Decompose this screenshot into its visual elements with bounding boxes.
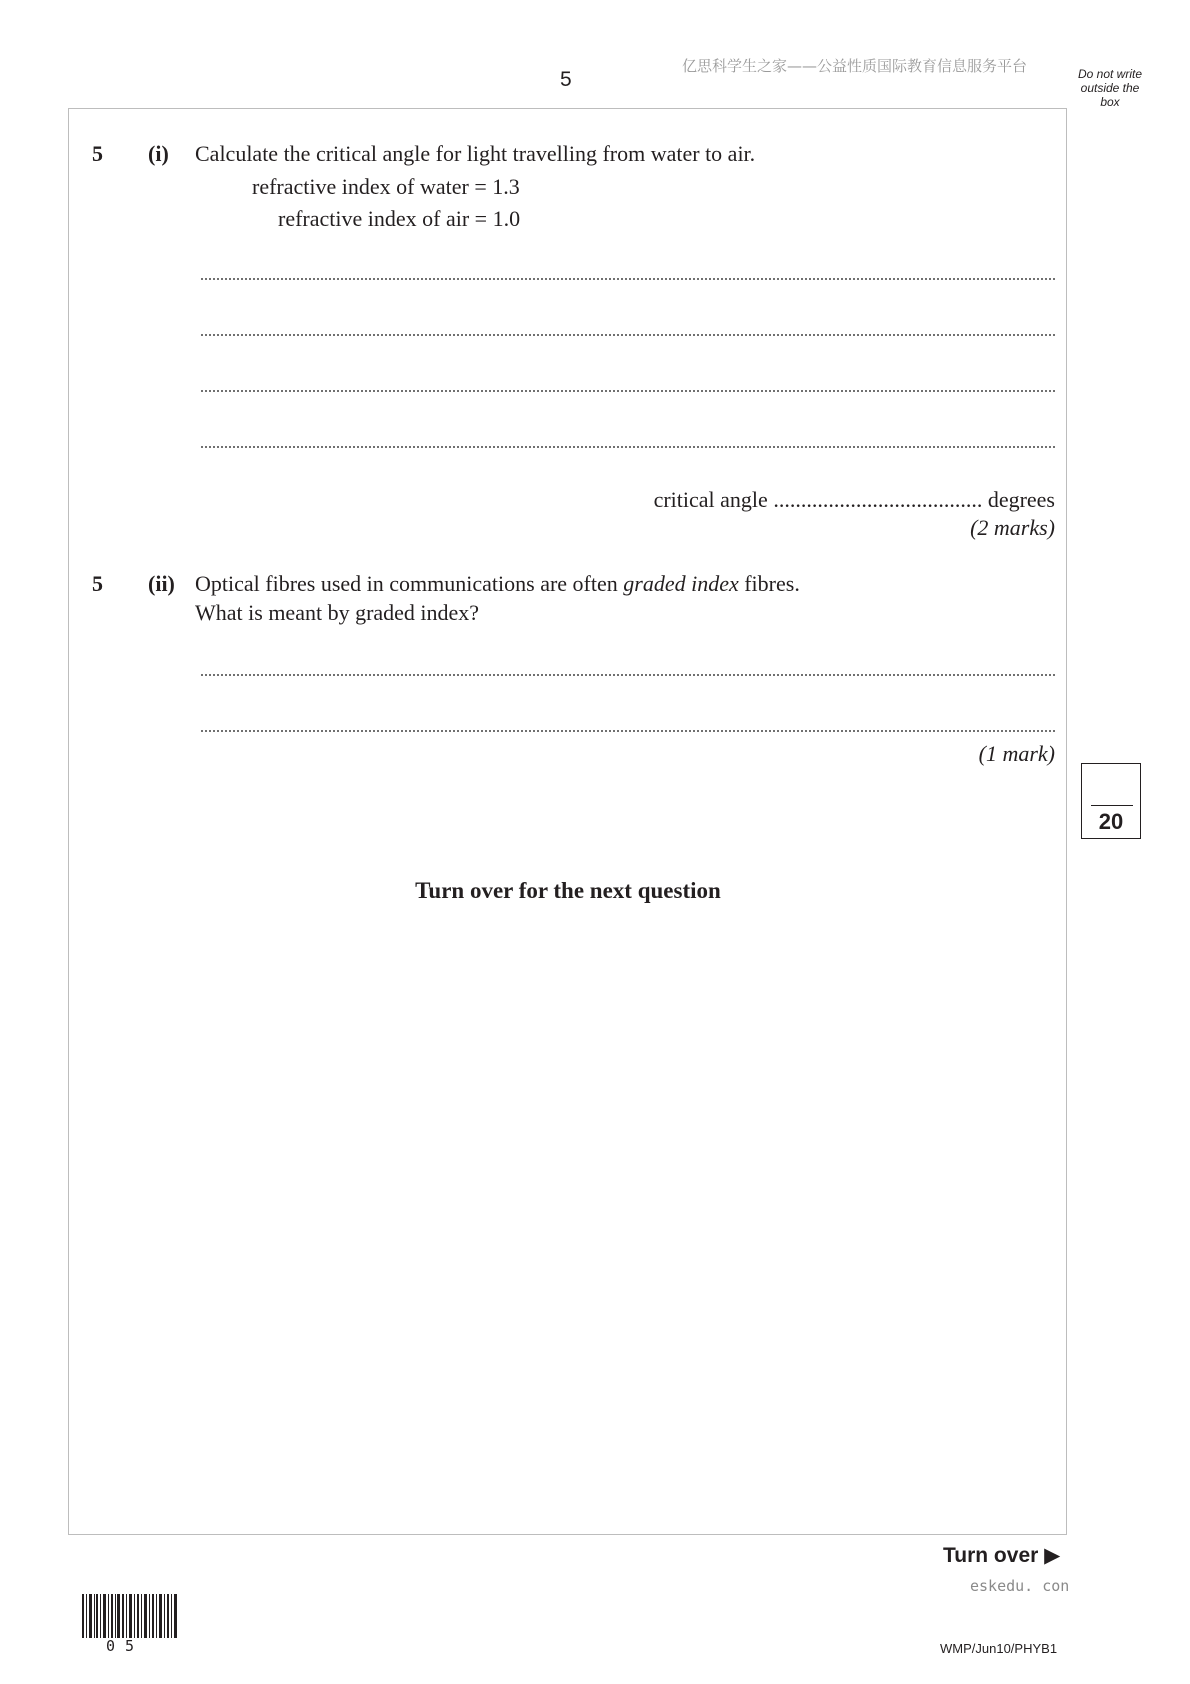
critical-angle-answer xyxy=(654,487,1055,513)
barcode-icon xyxy=(82,1594,178,1638)
answer-frame xyxy=(68,108,1067,1535)
graded-index-term: graded index xyxy=(623,571,739,596)
degrees-unit: degrees xyxy=(987,487,1055,512)
turn-over-text: Turn over xyxy=(943,1544,1039,1567)
paper-code: WMP/Jun10/PHYB1 xyxy=(940,1641,1058,1656)
question-part: (i) xyxy=(148,141,169,166)
margin-note-line: Do not write xyxy=(1077,67,1143,81)
triangle-right-icon: ▶ xyxy=(1044,1544,1061,1567)
question-text-start: Optical fibres used in communications are often xyxy=(195,571,624,596)
turn-over-label xyxy=(943,1543,1060,1568)
marks-total-line xyxy=(1091,805,1133,806)
turn-over-instruction: Turn over for the next question xyxy=(415,878,721,903)
margin-note-line: outside the xyxy=(1080,81,1140,95)
question-part: (ii) xyxy=(148,571,175,596)
margin-note xyxy=(1066,67,1154,109)
critical-angle-field[interactable]: ...................................... xyxy=(773,487,983,512)
question-text xyxy=(195,571,800,597)
given-air-index: refractive index of air = 1.0 xyxy=(278,206,521,231)
given-water-index: refractive index of water = 1.3 xyxy=(252,174,520,199)
question-text-end: fibres. xyxy=(738,571,800,596)
page-number: 5 xyxy=(560,68,572,91)
website-watermark: eskedu. con xyxy=(970,1577,1070,1595)
question-number: 5 xyxy=(92,571,103,596)
barcode-digits: 05 xyxy=(106,1637,145,1655)
question-number: 5 xyxy=(92,141,103,166)
marks-label: (2 marks) xyxy=(970,515,1055,540)
answer-line[interactable] xyxy=(200,673,1056,677)
answer-line[interactable] xyxy=(200,277,1056,281)
answer-line[interactable] xyxy=(200,333,1056,337)
answer-line[interactable] xyxy=(200,729,1056,733)
question-text: Calculate the critical angle for light travelling from water to air. xyxy=(195,141,756,166)
marks-total-value: 20 xyxy=(1098,809,1124,834)
margin-note-line: box xyxy=(1100,95,1120,109)
marks-label: (1 mark) xyxy=(978,741,1055,766)
question-text-line2: What is meant by graded index? xyxy=(195,600,480,625)
critical-angle-label: critical angle xyxy=(653,487,768,512)
answer-line[interactable] xyxy=(200,389,1056,393)
answer-line[interactable] xyxy=(200,445,1056,449)
watermark: 亿思科学生之家——公益性质国际教育信息服务平台 xyxy=(682,57,1028,75)
